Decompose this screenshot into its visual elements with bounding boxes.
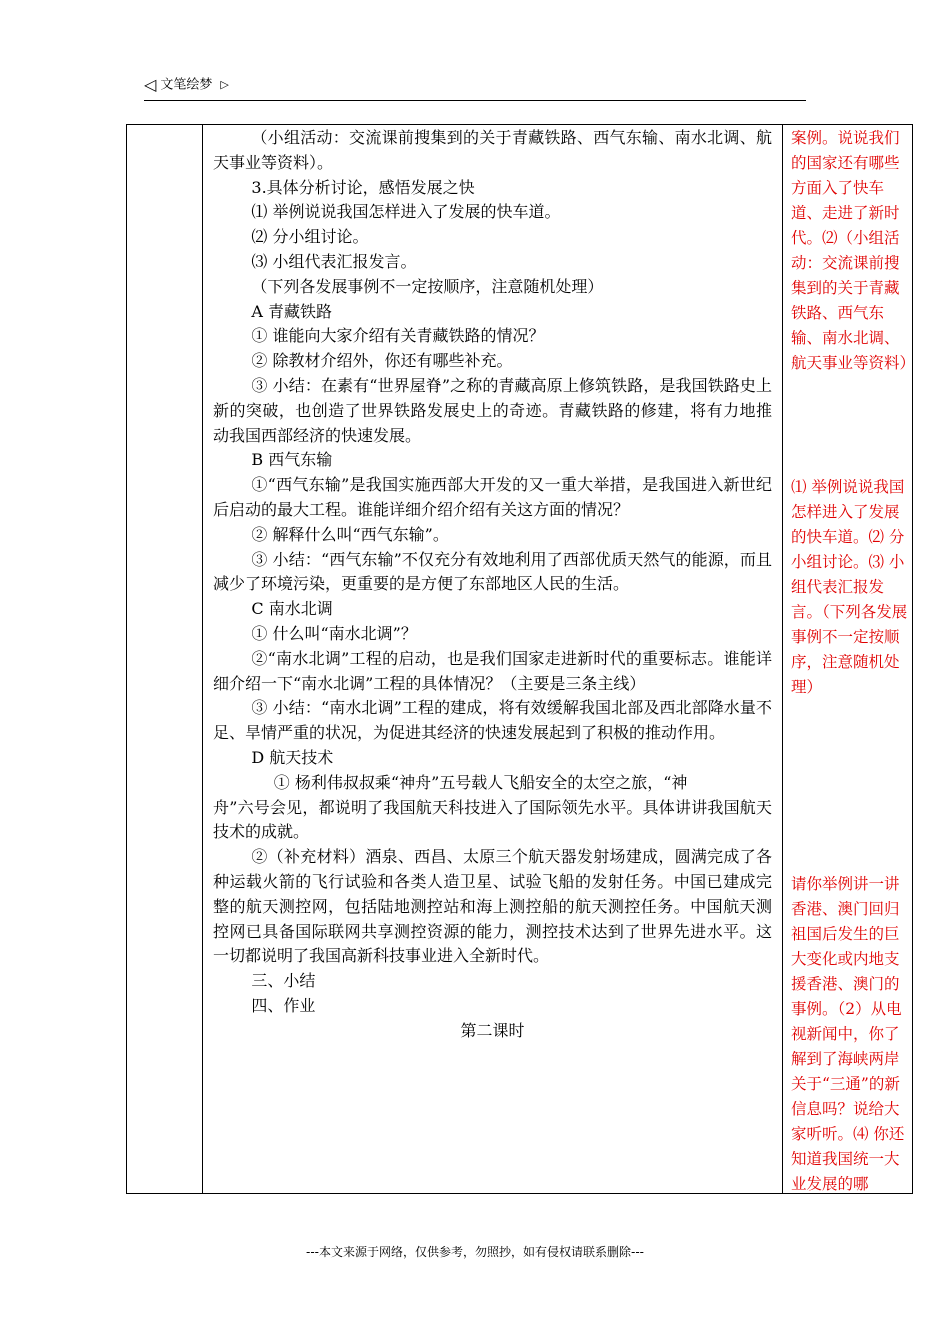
- section-homework: 四、作业: [251, 995, 316, 1015]
- section-heading-d: D 航天技术: [251, 747, 334, 767]
- header-brand: 文笔绘梦: [160, 77, 213, 93]
- paragraph-d-2: ②（补充材料）酒泉、西昌、太原三个航天器发射场建成，圆满完成了各种运载火箭的飞行试验和各类人造卫星、试验飞船的发射任务。中国已建成完整的航天测控网，包括陆地测控站和海上测控船的航天测控任务。中国航天测控网已具备国际联网共享测控资源的能力，测控技术达到了世界先进水平。这一切都说明了我国高新科技事业进入全新时代。: [213, 847, 772, 966]
- section-summary: 三、小结: [251, 971, 316, 991]
- main-column: [203, 125, 783, 1193]
- triangle-right-icon: ▷: [220, 78, 229, 91]
- paragraph-d-1-cont: 舟”六号会见，都说明了我国航天科技进入了国际领先水平。具体讲讲我国航天技术的成就。: [213, 797, 772, 842]
- triangle-left-icon: ◁: [144, 75, 157, 94]
- section-heading-c: C 南水北调: [251, 599, 333, 619]
- paragraph-b-1: ①“西气东输”是我国实施西部大开发的又一重大举措，是我国进入新世纪后启动的最大工程。谁能详细介绍介绍有关这方面的情况？: [213, 475, 772, 519]
- paragraph-item-1: ⑴ 举例说说我国怎样进入了发展的快车道。: [251, 202, 561, 222]
- paragraph-c-3: ③ 小结：“南水北调”工程的建成，将有效缓解我国北部及西北部降水量不足、旱情严重的状况，为促进其经济的快速发展起到了积极的推动作用。: [213, 698, 772, 743]
- annotation-column: [783, 125, 916, 1193]
- paragraph-c-2: ②“南水北调”工程的启动，也是我们国家走进新时代的重要标志。谁能详细介绍一下“南水北调”工程的具体情况？（主要是三条主线）: [213, 648, 772, 693]
- annotation-note-3: 请你举例讲一讲香港、澳门回归祖国后发生的巨大变化或内地支援香港、澳门的事例。（2）从电视新闻中，你了解到了海峡两岸关于“三通”的新信息吗？说给大家听听。⑷ 你还知道我国统一大业发展的哪: [791, 875, 905, 1193]
- left-column: [127, 125, 203, 1193]
- main-content: [213, 125, 772, 1043]
- second-lesson-title: 第二课时: [460, 1020, 525, 1040]
- paragraph-c-1: ① 什么叫“南水北调”？: [251, 623, 417, 643]
- annotation-note-2: ⑴ 举例说说我国怎样进入了发展的快车道。⑵ 分小组讨论。⑶ 小组代表汇报发言。（下列各发展事例不一定按顺序，注意随机处理）: [791, 478, 908, 696]
- section-heading-b: B 西气东输: [251, 450, 333, 470]
- paragraph-b-3: ③ 小结：“西气东输”不仅充分有效地利用了西部优质天然气的能源，而且减少了环境污染，更重要的是方便了东部地区人民的生活。: [213, 549, 772, 594]
- paragraph-item-2: ⑵ 分小组讨论。: [251, 227, 369, 247]
- paragraph-b-2: ② 解释什么叫“西气东输”。: [251, 524, 449, 544]
- section-heading-a: A 青藏铁路: [251, 301, 333, 321]
- paragraph-a-3: ③ 小结：在素有“世界屋脊”之称的青藏高原上修筑铁路，是我国铁路史上新的突破，也创造了世界铁路发展史上的奇迹。青藏铁路的修建，将有力地推动我国西部经济的快速发展。: [213, 375, 772, 445]
- paragraph-note: （下列各发展事例不一定按顺序，注意随机处理）: [251, 276, 604, 296]
- paragraph-a-1: ① 谁能向大家介绍有关青藏铁路的情况？: [251, 326, 545, 346]
- page-footer: ---本文来源于网络，仅供参考，勿照抄，如有侵权请联系删除---: [306, 1245, 644, 1259]
- paragraph-d-1: ① 杨利伟叔叔乘“神舟”五号载人飞船安全的太空之旅，“神: [273, 772, 688, 792]
- annotation-note-1: 案例。说说我们的国家还有哪些方面入了快车道、走进了新时代。⑵（小组活动：交流课前搜集到的关于青藏铁路、西气东输、南水北调、航天事业等资料）: [791, 129, 916, 372]
- paragraph-a-2: ② 除教材介绍外，你还有哪些补充。: [251, 351, 513, 371]
- lesson-plan-table: [126, 124, 916, 1194]
- page-header: [144, 74, 806, 101]
- paragraph-group-activity: （小组活动：交流课前搜集到的关于青藏铁路、西气东输、南水北调、航天事业等资料）。: [213, 128, 772, 172]
- paragraph-step-3: 3.具体分析讨论，感悟发展之快: [251, 177, 475, 197]
- paragraph-item-3: ⑶ 小组代表汇报发言。: [251, 251, 417, 271]
